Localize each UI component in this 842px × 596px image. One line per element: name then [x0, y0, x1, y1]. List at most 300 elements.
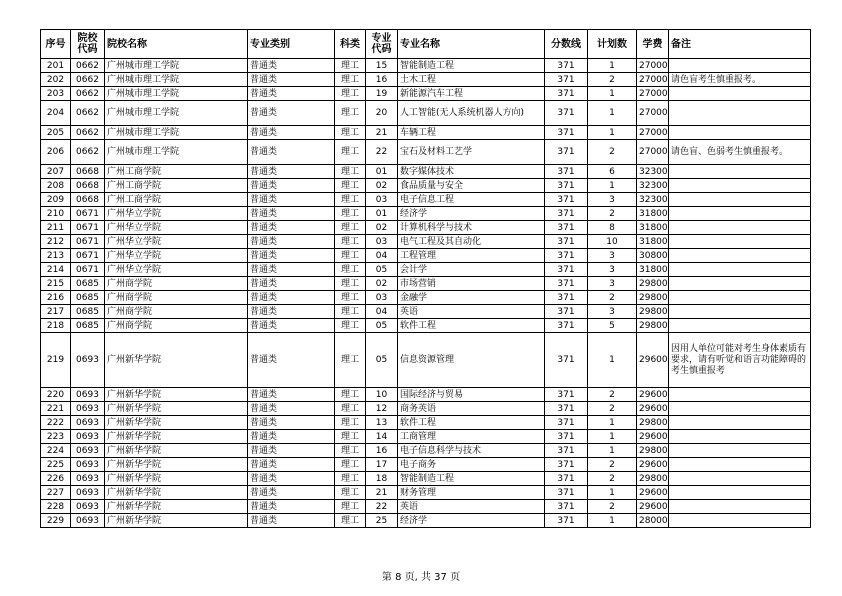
cell-seq: 229 [41, 514, 71, 528]
cell-category: 普通类 [248, 319, 335, 333]
cell-plan: 1 [588, 430, 637, 444]
cell-remarks [669, 486, 811, 500]
table-row [41, 87, 811, 101]
cell-major-code: 16 [366, 444, 398, 458]
cell-remarks [669, 277, 811, 291]
header-subject: 科类 [335, 30, 366, 59]
cell-school-code: 0685 [71, 291, 105, 305]
cell-subject: 理工 [335, 291, 366, 305]
cell-plan: 1 [588, 416, 637, 430]
table-row [41, 277, 811, 291]
cell-seq: 202 [41, 73, 71, 87]
cell-remarks [669, 249, 811, 263]
cell-subject: 理工 [335, 444, 366, 458]
cell-tuition: 27000 [637, 126, 669, 140]
cell-plan: 1 [588, 333, 637, 388]
cell-score: 371 [545, 319, 588, 333]
cell-school-name: 广州新华学院 [105, 458, 248, 472]
cell-score: 371 [545, 179, 588, 193]
cell-tuition: 29800 [637, 472, 669, 486]
table-row [41, 59, 811, 73]
cell-score: 371 [545, 73, 588, 87]
cell-score: 371 [545, 249, 588, 263]
header-school-code: 院校代码 [71, 30, 105, 59]
cell-school-name: 广州城市理工学院 [105, 140, 248, 165]
cell-tuition: 31800 [637, 263, 669, 277]
cell-seq: 219 [41, 333, 71, 388]
cell-remarks [669, 444, 811, 458]
cell-score: 371 [545, 207, 588, 221]
table-row [41, 193, 811, 207]
cell-plan: 5 [588, 319, 637, 333]
cell-subject: 理工 [335, 333, 366, 388]
cell-remarks [669, 165, 811, 179]
cell-subject: 理工 [335, 179, 366, 193]
cell-score: 371 [545, 140, 588, 165]
cell-remarks [669, 126, 811, 140]
cell-tuition: 29800 [637, 416, 669, 430]
cell-school-name: 广州城市理工学院 [105, 59, 248, 73]
cell-plan: 2 [588, 207, 637, 221]
cell-subject: 理工 [335, 221, 366, 235]
cell-school-code: 0671 [71, 235, 105, 249]
cell-score: 371 [545, 444, 588, 458]
cell-score: 371 [545, 388, 588, 402]
cell-school-code: 0685 [71, 319, 105, 333]
cell-school-name: 广州商学院 [105, 319, 248, 333]
cell-major-code: 02 [366, 277, 398, 291]
cell-remarks [669, 59, 811, 73]
cell-school-name: 广州城市理工学院 [105, 101, 248, 126]
cell-seq: 221 [41, 402, 71, 416]
cell-major-code: 21 [366, 126, 398, 140]
cell-category: 普通类 [248, 101, 335, 126]
header-school-name: 院校名称 [105, 30, 248, 59]
cell-school-code: 0668 [71, 165, 105, 179]
cell-seq: 223 [41, 430, 71, 444]
cell-tuition: 29800 [637, 291, 669, 305]
cell-major-name: 英语 [398, 500, 545, 514]
cell-tuition: 27000 [637, 73, 669, 87]
cell-tuition: 31800 [637, 235, 669, 249]
cell-category: 普通类 [248, 291, 335, 305]
cell-plan: 3 [588, 263, 637, 277]
document-page [40, 29, 810, 528]
cell-score: 371 [545, 333, 588, 388]
cell-subject: 理工 [335, 319, 366, 333]
cell-school-name: 广州华立学院 [105, 235, 248, 249]
cell-category: 普通类 [248, 87, 335, 101]
cell-category: 普通类 [248, 235, 335, 249]
cell-plan: 2 [588, 388, 637, 402]
cell-category: 普通类 [248, 430, 335, 444]
cell-major-name: 信息资源管理 [398, 333, 545, 388]
cell-tuition: 27000 [637, 101, 669, 126]
cell-plan: 3 [588, 277, 637, 291]
cell-plan: 8 [588, 221, 637, 235]
cell-major-code: 04 [366, 249, 398, 263]
cell-school-name: 广州华立学院 [105, 221, 248, 235]
cell-major-name: 电子信息科学与技术 [398, 444, 545, 458]
table-row [41, 207, 811, 221]
cell-subject: 理工 [335, 126, 366, 140]
cell-major-name: 经济学 [398, 207, 545, 221]
cell-subject: 理工 [335, 416, 366, 430]
cell-tuition: 31800 [637, 221, 669, 235]
cell-plan: 1 [588, 514, 637, 528]
cell-tuition: 29800 [637, 319, 669, 333]
cell-major-code: 04 [366, 305, 398, 319]
cell-major-name: 商务英语 [398, 402, 545, 416]
cell-remarks [669, 193, 811, 207]
cell-major-code: 19 [366, 87, 398, 101]
cell-major-name: 人工智能(无人系统机器人方向) [398, 101, 545, 126]
cell-plan: 1 [588, 486, 637, 500]
cell-remarks [669, 291, 811, 305]
cell-plan: 2 [588, 500, 637, 514]
cell-school-name: 广州新华学院 [105, 388, 248, 402]
cell-category: 普通类 [248, 207, 335, 221]
header-plan: 计划数 [588, 30, 637, 59]
cell-category: 普通类 [248, 179, 335, 193]
cell-remarks: 因用人单位可能对考生身体素质有要求，请有听觉和语言功能障碍的考生慎重报考 [669, 333, 811, 388]
cell-school-name: 广州工商学院 [105, 165, 248, 179]
cell-tuition: 29600 [637, 458, 669, 472]
cell-school-name: 广州城市理工学院 [105, 87, 248, 101]
cell-seq: 227 [41, 486, 71, 500]
cell-major-code: 20 [366, 101, 398, 126]
cell-remarks [669, 458, 811, 472]
cell-school-code: 0693 [71, 430, 105, 444]
cell-subject: 理工 [335, 277, 366, 291]
cell-seq: 216 [41, 291, 71, 305]
cell-school-name: 广州新华学院 [105, 514, 248, 528]
cell-category: 普通类 [248, 305, 335, 319]
cell-school-code: 0668 [71, 179, 105, 193]
cell-seq: 228 [41, 500, 71, 514]
cell-tuition: 29600 [637, 388, 669, 402]
cell-tuition: 29800 [637, 444, 669, 458]
table-row [41, 458, 811, 472]
cell-score: 371 [545, 430, 588, 444]
cell-seq: 201 [41, 59, 71, 73]
cell-score: 371 [545, 486, 588, 500]
cell-school-code: 0693 [71, 472, 105, 486]
cell-score: 371 [545, 59, 588, 73]
table-row [41, 263, 811, 277]
cell-major-code: 02 [366, 221, 398, 235]
cell-subject: 理工 [335, 140, 366, 165]
cell-school-code: 0693 [71, 458, 105, 472]
cell-school-code: 0662 [71, 73, 105, 87]
cell-remarks [669, 305, 811, 319]
cell-plan: 10 [588, 235, 637, 249]
cell-school-code: 0662 [71, 140, 105, 165]
cell-seq: 213 [41, 249, 71, 263]
cell-major-code: 22 [366, 500, 398, 514]
cell-major-name: 车辆工程 [398, 126, 545, 140]
cell-plan: 2 [588, 472, 637, 486]
cell-subject: 理工 [335, 263, 366, 277]
header-score: 分数线 [545, 30, 588, 59]
cell-seq: 222 [41, 416, 71, 430]
page-footer: 第 8 页, 共 37 页 [381, 572, 461, 583]
cell-seq: 205 [41, 126, 71, 140]
table-row [41, 333, 811, 388]
cell-major-code: 12 [366, 402, 398, 416]
table-row [41, 165, 811, 179]
table-row [41, 319, 811, 333]
cell-school-name: 广州新华学院 [105, 430, 248, 444]
cell-seq: 212 [41, 235, 71, 249]
cell-plan: 1 [588, 59, 637, 73]
cell-major-code: 14 [366, 430, 398, 444]
cell-school-name: 广州华立学院 [105, 249, 248, 263]
cell-seq: 220 [41, 388, 71, 402]
cell-major-code: 02 [366, 179, 398, 193]
cell-tuition: 30800 [637, 249, 669, 263]
cell-score: 371 [545, 472, 588, 486]
cell-tuition: 29600 [637, 430, 669, 444]
cell-subject: 理工 [335, 514, 366, 528]
cell-remarks: 请色盲、色弱考生慎重报考。 [669, 140, 811, 165]
cell-remarks [669, 472, 811, 486]
header-remarks: 备注 [669, 30, 811, 59]
cell-category: 普通类 [248, 388, 335, 402]
cell-seq: 215 [41, 277, 71, 291]
cell-remarks [669, 179, 811, 193]
cell-tuition: 28000 [637, 514, 669, 528]
table-row [41, 514, 811, 528]
table-row [41, 291, 811, 305]
table-row [41, 430, 811, 444]
cell-category: 普通类 [248, 193, 335, 207]
cell-seq: 209 [41, 193, 71, 207]
cell-school-code: 0693 [71, 514, 105, 528]
cell-score: 371 [545, 235, 588, 249]
cell-major-name: 计算机科学与技术 [398, 221, 545, 235]
table-row [41, 126, 811, 140]
cell-subject: 理工 [335, 193, 366, 207]
cell-school-code: 0671 [71, 263, 105, 277]
cell-category: 普通类 [248, 277, 335, 291]
cell-major-code: 15 [366, 59, 398, 73]
cell-seq: 207 [41, 165, 71, 179]
cell-school-code: 0693 [71, 500, 105, 514]
cell-score: 371 [545, 126, 588, 140]
table-row [41, 444, 811, 458]
cell-score: 371 [545, 263, 588, 277]
cell-subject: 理工 [335, 165, 366, 179]
cell-subject: 理工 [335, 500, 366, 514]
cell-score: 371 [545, 193, 588, 207]
cell-plan: 2 [588, 140, 637, 165]
cell-major-code: 13 [366, 416, 398, 430]
cell-school-code: 0693 [71, 486, 105, 500]
cell-school-code: 0685 [71, 277, 105, 291]
cell-major-code: 16 [366, 73, 398, 87]
cell-category: 普通类 [248, 59, 335, 73]
cell-tuition: 29600 [637, 500, 669, 514]
cell-subject: 理工 [335, 430, 366, 444]
cell-school-name: 广州工商学院 [105, 193, 248, 207]
cell-category: 普通类 [248, 416, 335, 430]
cell-plan: 3 [588, 305, 637, 319]
cell-remarks [669, 416, 811, 430]
cell-subject: 理工 [335, 486, 366, 500]
cell-school-code: 0693 [71, 333, 105, 388]
cell-tuition: 32300 [637, 165, 669, 179]
cell-major-name: 财务管理 [398, 486, 545, 500]
cell-major-name: 工商管理 [398, 430, 545, 444]
table-row [41, 388, 811, 402]
cell-major-name: 软件工程 [398, 416, 545, 430]
table-row [41, 500, 811, 514]
cell-major-name: 金融学 [398, 291, 545, 305]
cell-score: 371 [545, 221, 588, 235]
cell-school-name: 广州商学院 [105, 277, 248, 291]
cell-tuition: 29800 [637, 277, 669, 291]
cell-school-code: 0668 [71, 193, 105, 207]
cell-major-name: 工程管理 [398, 249, 545, 263]
cell-seq: 226 [41, 472, 71, 486]
cell-seq: 218 [41, 319, 71, 333]
cell-major-name: 电子商务 [398, 458, 545, 472]
cell-plan: 6 [588, 165, 637, 179]
header-tuition: 学费 [637, 30, 669, 59]
cell-category: 普通类 [248, 472, 335, 486]
cell-school-name: 广州新华学院 [105, 500, 248, 514]
cell-major-code: 01 [366, 165, 398, 179]
cell-school-code: 0693 [71, 388, 105, 402]
cell-major-code: 17 [366, 458, 398, 472]
cell-remarks [669, 235, 811, 249]
cell-major-name: 经济学 [398, 514, 545, 528]
cell-major-code: 18 [366, 472, 398, 486]
cell-score: 371 [545, 165, 588, 179]
cell-remarks [669, 101, 811, 126]
cell-tuition: 29600 [637, 402, 669, 416]
cell-subject: 理工 [335, 388, 366, 402]
cell-major-name: 土木工程 [398, 73, 545, 87]
cell-seq: 224 [41, 444, 71, 458]
cell-subject: 理工 [335, 207, 366, 221]
cell-seq: 211 [41, 221, 71, 235]
cell-school-code: 0671 [71, 207, 105, 221]
cell-category: 普通类 [248, 165, 335, 179]
cell-school-code: 0685 [71, 305, 105, 319]
cell-seq: 206 [41, 140, 71, 165]
cell-subject: 理工 [335, 249, 366, 263]
cell-score: 371 [545, 500, 588, 514]
cell-remarks [669, 319, 811, 333]
cell-school-code: 0671 [71, 249, 105, 263]
cell-subject: 理工 [335, 458, 366, 472]
table-row [41, 140, 811, 165]
cell-major-name: 数字媒体技术 [398, 165, 545, 179]
cell-school-code: 0662 [71, 126, 105, 140]
cell-category: 普通类 [248, 126, 335, 140]
cell-major-code: 03 [366, 291, 398, 305]
cell-tuition: 32300 [637, 193, 669, 207]
cell-score: 371 [545, 416, 588, 430]
cell-category: 普通类 [248, 249, 335, 263]
cell-plan: 2 [588, 402, 637, 416]
table-row [41, 235, 811, 249]
cell-major-name: 软件工程 [398, 319, 545, 333]
cell-school-name: 广州新华学院 [105, 333, 248, 388]
table-row [41, 472, 811, 486]
cell-remarks [669, 263, 811, 277]
cell-seq: 217 [41, 305, 71, 319]
cell-seq: 210 [41, 207, 71, 221]
cell-score: 371 [545, 514, 588, 528]
cell-plan: 2 [588, 73, 637, 87]
cell-seq: 214 [41, 263, 71, 277]
cell-score: 371 [545, 87, 588, 101]
cell-remarks [669, 221, 811, 235]
cell-school-code: 0693 [71, 402, 105, 416]
table-row [41, 179, 811, 193]
cell-plan: 2 [588, 458, 637, 472]
cell-school-name: 广州城市理工学院 [105, 73, 248, 87]
table-row [41, 249, 811, 263]
cell-major-name: 电气工程及其自动化 [398, 235, 545, 249]
cell-tuition: 27000 [637, 59, 669, 73]
cell-subject: 理工 [335, 472, 366, 486]
table-row [41, 73, 811, 87]
cell-school-name: 广州华立学院 [105, 263, 248, 277]
cell-tuition: 29600 [637, 486, 669, 500]
cell-score: 371 [545, 101, 588, 126]
cell-school-name: 广州商学院 [105, 305, 248, 319]
header-seq: 序号 [41, 30, 71, 59]
cell-seq: 203 [41, 87, 71, 101]
cell-category: 普通类 [248, 333, 335, 388]
table-row [41, 416, 811, 430]
cell-plan: 1 [588, 179, 637, 193]
cell-category: 普通类 [248, 73, 335, 87]
cell-subject: 理工 [335, 59, 366, 73]
cell-category: 普通类 [248, 444, 335, 458]
cell-tuition: 32300 [637, 179, 669, 193]
cell-major-name: 食品质量与安全 [398, 179, 545, 193]
cell-category: 普通类 [248, 221, 335, 235]
cell-school-name: 广州城市理工学院 [105, 126, 248, 140]
cell-school-name: 广州商学院 [105, 291, 248, 305]
table-row [41, 486, 811, 500]
cell-major-code: 05 [366, 263, 398, 277]
cell-plan: 1 [588, 444, 637, 458]
cell-major-code: 21 [366, 486, 398, 500]
cell-plan: 3 [588, 193, 637, 207]
header-category: 专业类别 [248, 30, 335, 59]
cell-school-code: 0662 [71, 101, 105, 126]
cell-subject: 理工 [335, 73, 366, 87]
cell-remarks [669, 207, 811, 221]
cell-plan: 1 [588, 87, 637, 101]
cell-seq: 225 [41, 458, 71, 472]
table-row [41, 305, 811, 319]
cell-subject: 理工 [335, 87, 366, 101]
cell-remarks: 请色盲考生慎重报考。 [669, 73, 811, 87]
header-major-code: 专业代码 [366, 30, 398, 59]
cell-major-name: 英语 [398, 305, 545, 319]
header-major-name: 专业名称 [398, 30, 545, 59]
cell-remarks [669, 430, 811, 444]
cell-major-name: 智能制造工程 [398, 59, 545, 73]
cell-school-name: 广州新华学院 [105, 486, 248, 500]
